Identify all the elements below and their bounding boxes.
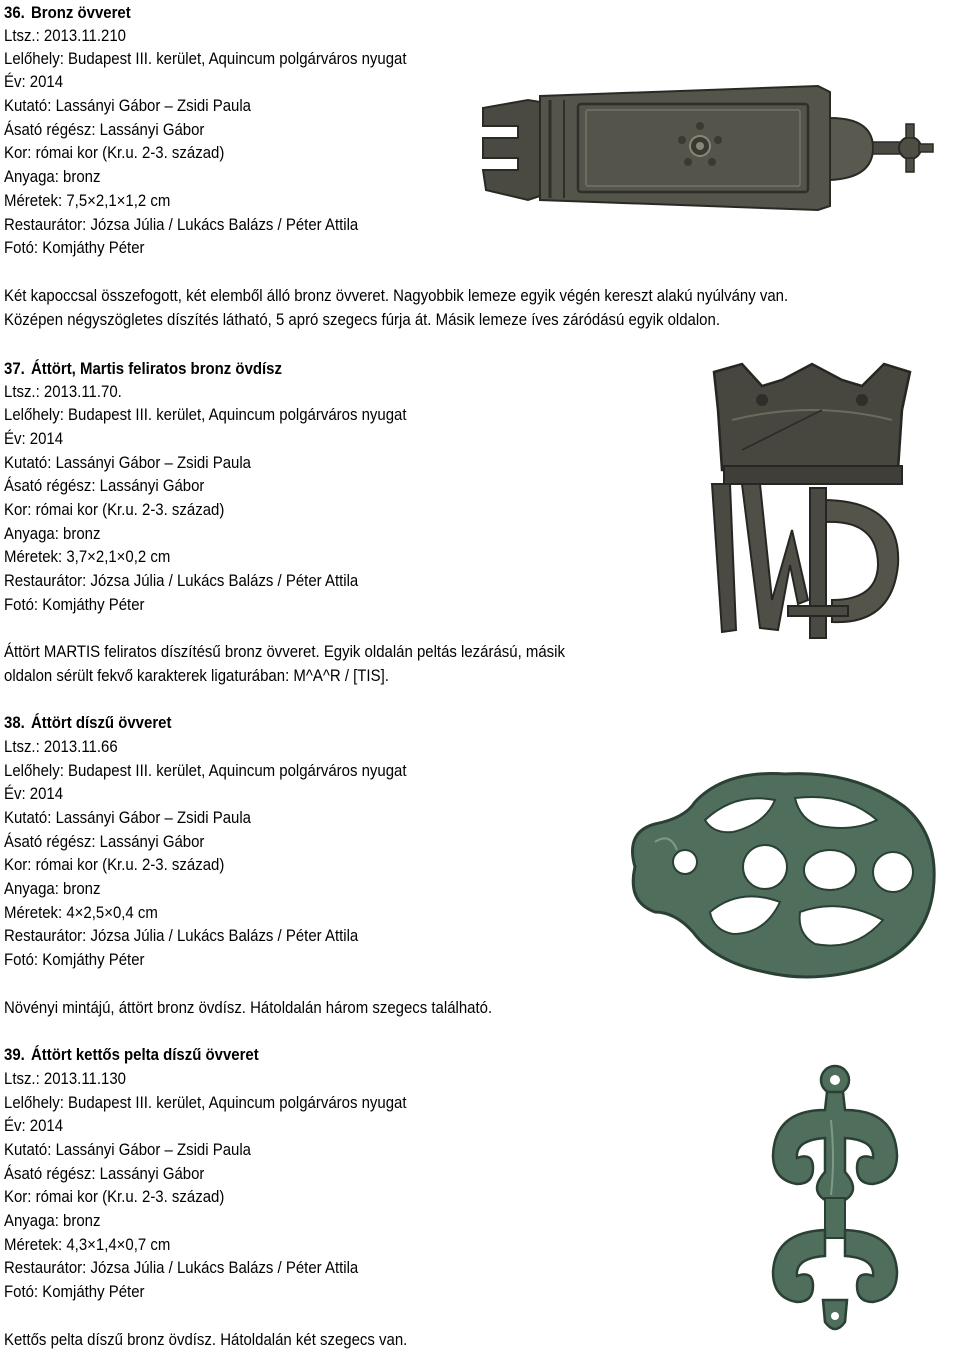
field-site: Lelőhely: Budapest III. kerület, Aquincum polgárváros nyugat (4, 405, 407, 424)
openwork-belt-mount-photo (615, 762, 945, 987)
field-restorer: Restaurátor: Józsa Júlia / Lukács Balázs / Péter Attila (4, 571, 359, 590)
field-dimensions: Méretek: 3,7×2,1×0,2 cm (4, 547, 171, 566)
field-photo-credit: Fotó: Komjáthy Péter (4, 238, 145, 257)
entry-description-line-2: oldalon sérült fekvő karakterek ligaturában: M^A^R / [TIS]. (4, 666, 389, 685)
field-year: Év: 2014 (4, 429, 64, 448)
field-year: Év: 2014 (4, 1116, 64, 1135)
entry-title-text: Bronz övveret (30, 3, 131, 22)
field-material: Anyaga: bronz (4, 167, 101, 186)
field-material: Anyaga: bronz (4, 879, 101, 898)
field-inventory-number: Ltsz.: 2013.11.210 (4, 26, 126, 45)
entry-title-text: Áttört kettős pelta díszű övveret (30, 1045, 259, 1064)
field-inventory-number: Ltsz.: 2013.11.70. (4, 382, 122, 401)
field-excavator: Ásató régész: Lassányi Gábor (4, 1164, 205, 1183)
field-period: Kor: római kor (Kr.u. 2-3. század) (4, 1187, 225, 1206)
field-photo-credit: Fotó: Komjáthy Péter (4, 595, 145, 614)
field-photo-credit: Fotó: Komjáthy Péter (4, 950, 145, 969)
field-period: Kor: római kor (Kr.u. 2-3. század) (4, 500, 225, 519)
entry-title-text: Áttört díszű övveret (30, 713, 172, 732)
field-year: Év: 2014 (4, 784, 64, 803)
field-excavator: Ásató régész: Lassányi Gábor (4, 120, 205, 139)
field-excavator: Ásató régész: Lassányi Gábor (4, 832, 205, 851)
martis-inscription-ornament-photo (702, 360, 922, 645)
field-period: Kor: római kor (Kr.u. 2-3. század) (4, 143, 225, 162)
entry-title (4, 711, 171, 734)
entry-description: Növényi mintájú, áttört bronz övdísz. Hátoldalán három szegecs található. (4, 998, 493, 1017)
entry-title (4, 1, 131, 24)
field-site: Lelőhely: Budapest III. kerület, Aquincum polgárváros nyugat (4, 49, 407, 68)
field-dimensions: Méretek: 4×2,5×0,4 cm (4, 903, 158, 922)
field-inventory-number: Ltsz.: 2013.11.130 (4, 1069, 126, 1088)
field-photo-credit: Fotó: Komjáthy Péter (4, 1282, 145, 1301)
bronze-belt-mount-photo (478, 78, 948, 213)
entry-description-line-2: Középen négyszögletes díszítés látható, 5 apró szegecs fúrja át. Másik lemeze íves záródású egyik oldalon. (4, 310, 720, 329)
field-period: Kor: római kor (Kr.u. 2-3. század) (4, 855, 225, 874)
field-site: Lelőhely: Budapest III. kerület, Aquincum polgárváros nyugat (4, 761, 407, 780)
double-pelta-mount-photo (765, 1060, 905, 1345)
field-researcher: Kutató: Lassányi Gábor – Zsidi Paula (4, 96, 251, 115)
field-material: Anyaga: bronz (4, 1211, 101, 1230)
field-restorer: Restaurátor: Józsa Júlia / Lukács Balázs / Péter Attila (4, 215, 359, 234)
entry-title-text: Áttört, Martis feliratos bronz övdísz (30, 359, 282, 378)
entry-title (4, 1043, 259, 1066)
entry-description-line-1: Két kapoccsal összefogott, két elemből álló bronz övveret. Nagyobbik lemeze egyik végén kereszt alakú nyúlvány van. (4, 286, 789, 305)
entry-number: 39. (4, 1045, 25, 1064)
entry-title (4, 357, 282, 380)
field-site: Lelőhely: Budapest III. kerület, Aquincum polgárváros nyugat (4, 1093, 407, 1112)
field-material: Anyaga: bronz (4, 524, 101, 543)
field-excavator: Ásató régész: Lassányi Gábor (4, 476, 205, 495)
entry-number: 38. (4, 713, 25, 732)
field-restorer: Restaurátor: Józsa Júlia / Lukács Balázs / Péter Attila (4, 926, 359, 945)
entry-description-line-1: Áttört MARTIS feliratos díszítésű bronz övveret. Egyik oldalán peltás lezárású, másik (4, 642, 565, 661)
field-inventory-number: Ltsz.: 2013.11.66 (4, 737, 118, 756)
field-dimensions: Méretek: 4,3×1,4×0,7 cm (4, 1235, 171, 1254)
field-researcher: Kutató: Lassányi Gábor – Zsidi Paula (4, 1140, 251, 1159)
field-researcher: Kutató: Lassányi Gábor – Zsidi Paula (4, 808, 251, 827)
entry-number: 37. (4, 359, 25, 378)
entry-description: Kettős pelta díszű bronz övdísz. Hátoldalán két szegecs van. (4, 1330, 408, 1349)
entry-number: 36. (4, 3, 25, 22)
field-restorer: Restaurátor: Józsa Júlia / Lukács Balázs / Péter Attila (4, 1258, 359, 1277)
field-year: Év: 2014 (4, 72, 64, 91)
field-researcher: Kutató: Lassányi Gábor – Zsidi Paula (4, 453, 251, 472)
field-dimensions: Méretek: 7,5×2,1×1,2 cm (4, 191, 171, 210)
